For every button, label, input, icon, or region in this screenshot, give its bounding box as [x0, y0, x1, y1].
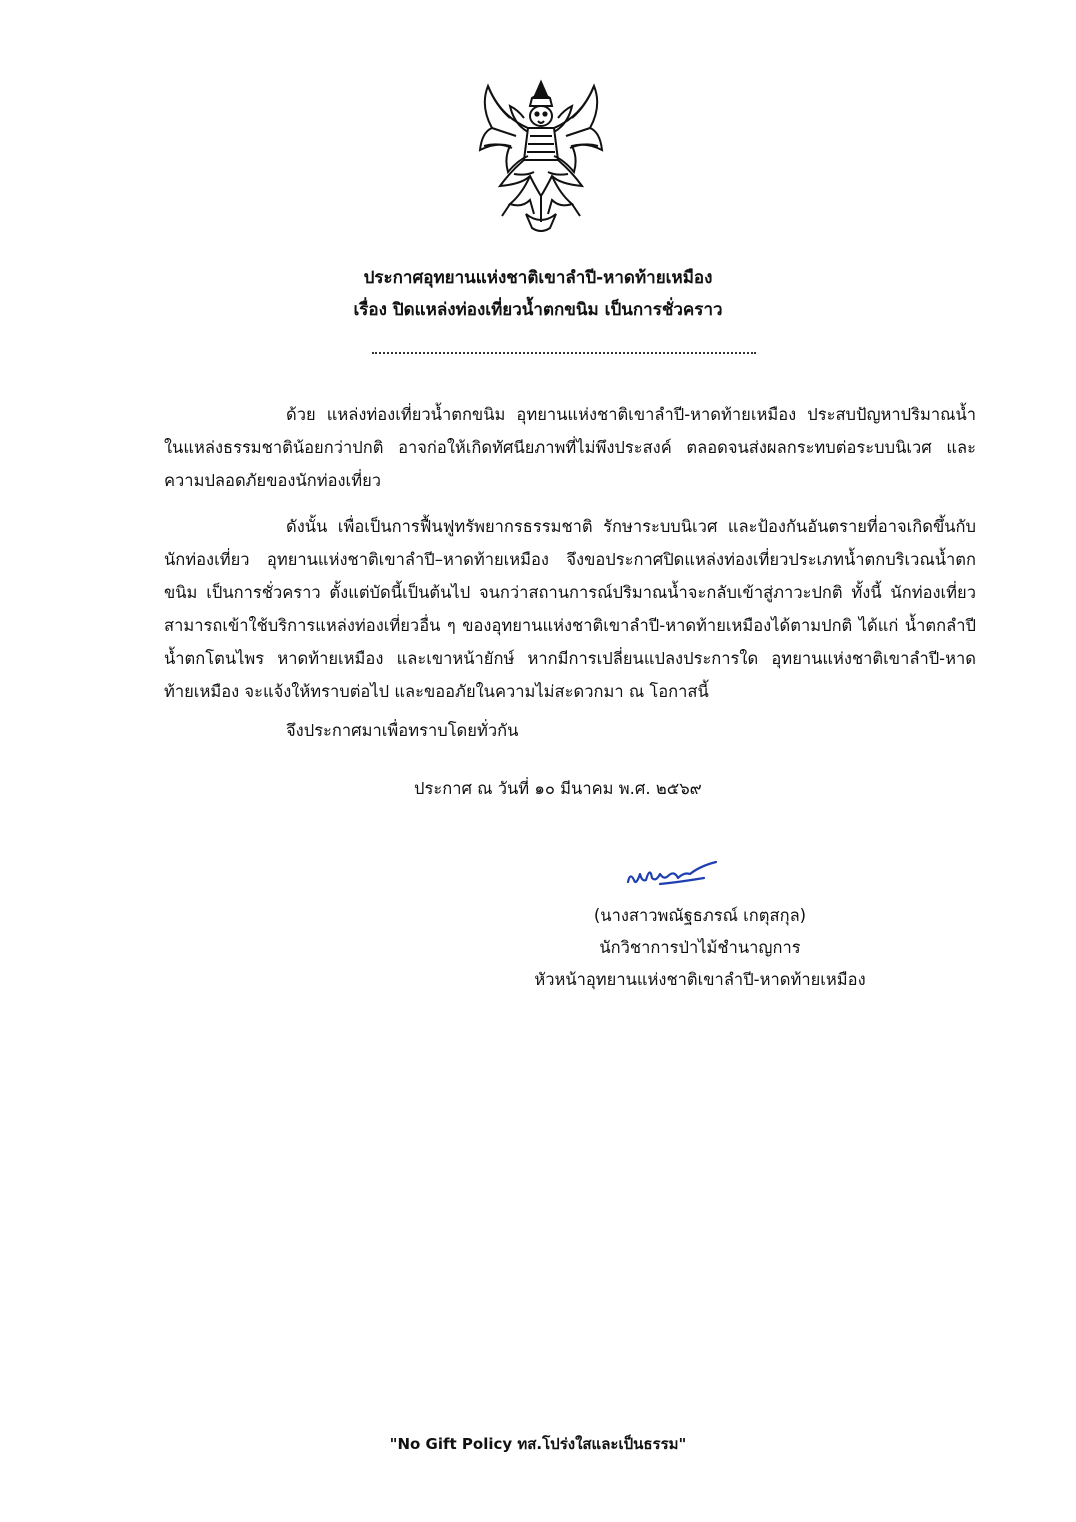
garuda-emblem-icon — [470, 76, 612, 234]
signatory-position: นักวิชาการป่าไม้ชำนาญการ — [599, 938, 801, 957]
body-paragraph-2: ดังนั้น เพื่อเป็นการฟื้นฟูทรัพยากรธรรมชาติ รักษาระบบนิเวศ และป้องกันอันตรายที่อาจเกิดขึ้นกับนักท่องเที่ยว อุทยานแห่งชาติเขาลำปี–หาดท้ายเหมือง จึงขอประกาศปิดแหล่งท่องเที่ยวประเภทน้ำตกบริเวณน้ำตกขนิม เป็นการชั่วคราว ตั้งแต่บัดนี้เป็นต้นไป จนกว่าสถานการณ์ปริมาณน้ำจะกลับเข้าสู่ภาวะปกติ ทั้งนี้ นักท่องเที่ยวสามารถเข้าใช้บริการแหล่งท่องเที่ยวอื่น ๆ ของอุทยานแห่งชาติเขาลำปี-หาดท้ายเหมืองได้ตามปกติ ได้แก่ น้ำตกลำปี น้ำตกโตนไพร หาดท้ายเหมือง และเขาหน้ายักษ์ หากมีการเปลี่ยนแปลงประการใด อุทยานแห่งชาติเขาลำปี-หาดท้ายเหมือง จะแจ้งให้ทราบต่อไป และขออภัยในความไม่สะดวกมา ณ โอกาสนี้ — [164, 517, 976, 701]
announcement-date: ประกาศ ณ วันที่ ๑๐ มีนาคม พ.ศ. ๒๕๖๙ — [414, 779, 702, 798]
handwritten-signature-icon — [620, 852, 730, 892]
signature-block — [440, 900, 960, 996]
announcement-title: ประกาศอุทยานแห่งชาติเขาลำปี-หาดท้ายเหมือง — [363, 268, 713, 288]
signatory-name: (นางสาวพณัฐธภรณ์ เกตุสกุล) — [593, 906, 807, 925]
announcement-subject: เรื่อง ปิดแหล่งท่องเที่ยวน้ำตกขนิม เป็นการชั่วคราว — [353, 300, 723, 320]
body-paragraph-1: ด้วย แหล่งท่องเที่ยวน้ำตกขนิม อุทยานแห่งชาติเขาลำปี-หาดท้ายเหมือง ประสบปัญหาปริมาณน้ำในแหล่งธรรมชาติน้อยกว่าปกติ อาจก่อให้เกิดทัศนียภาพที่ไม่พึงประสงค์ ตลอดจนส่งผลกระทบต่อระบบนิเวศ และความปลอดภัยของนักท่องเที่ยว — [164, 405, 976, 490]
signatory-office: หัวหน้าอุทยานแห่งชาติเขาลำปี-หาดท้ายเหมือง — [534, 970, 866, 989]
dotted-divider — [372, 338, 756, 354]
closing-line: จึงประกาศมาเพื่อทราบโดยทั่วกัน — [286, 721, 519, 740]
no-gift-policy-footer: "No Gift Policy ทส.โปร่งใสและเป็นธรรม" — [389, 1435, 687, 1453]
